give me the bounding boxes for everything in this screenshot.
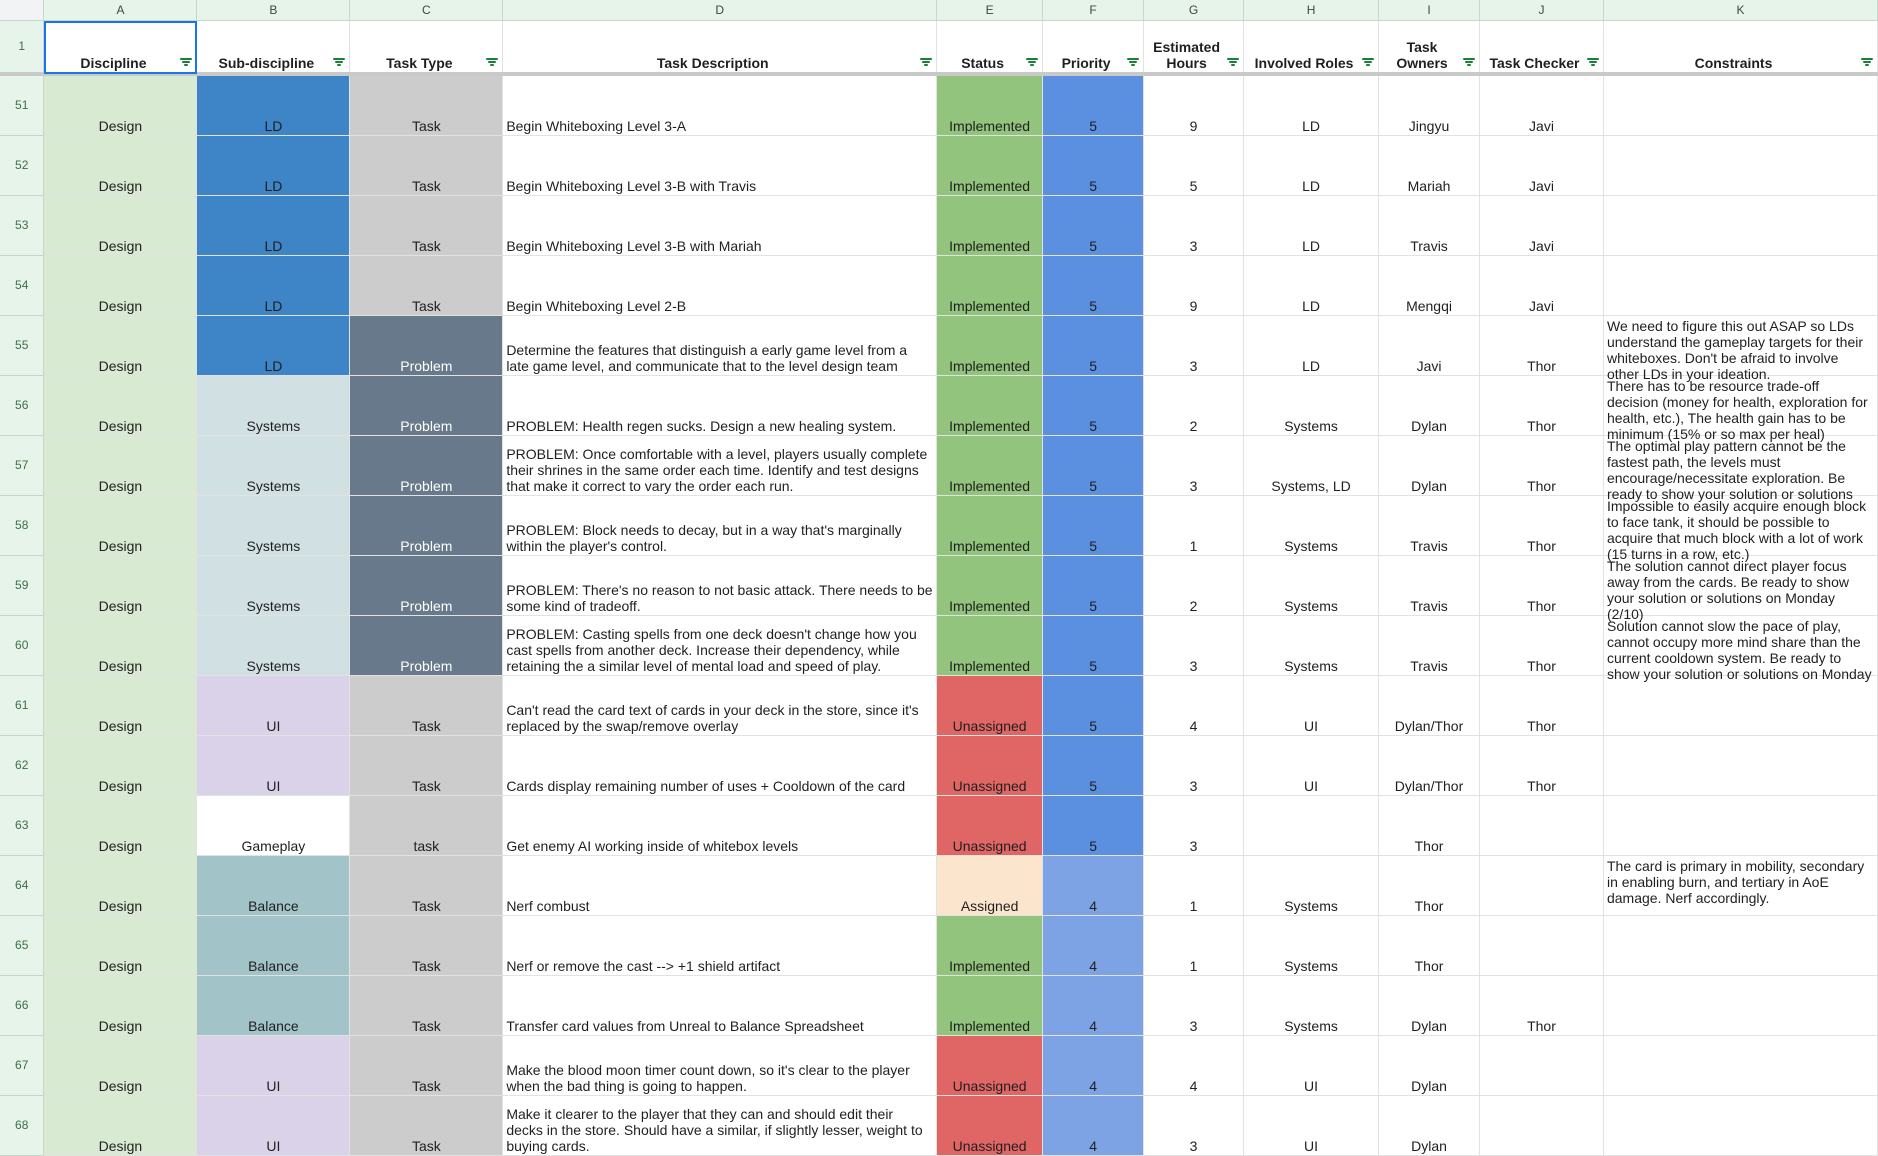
discipline-cell[interactable]: Design	[44, 1096, 197, 1156]
sub-discipline-cell[interactable]: UI	[197, 736, 350, 796]
priority-cell[interactable]: 4	[1043, 1096, 1144, 1156]
task-owners-cell[interactable]: Travis	[1379, 196, 1480, 256]
task-checker-cell[interactable]: Thor	[1480, 736, 1604, 796]
task-type-cell[interactable]: Task	[350, 1036, 503, 1096]
header-task-owners[interactable]	[1379, 21, 1480, 75]
constraints-text: Impossible to easily acquire enough block to face tank, it should be possible to acquire that much block with a lot of work (15 turns in a row, etc.)	[1606, 498, 1867, 562]
row-number[interactable]: 54	[0, 256, 44, 316]
table-row	[0, 676, 1878, 736]
estimated-hours-cell[interactable]: 1	[1144, 496, 1244, 556]
involved-roles-cell[interactable]: Systems, LD	[1244, 436, 1379, 496]
sub-discipline-cell[interactable]: Balance	[197, 976, 350, 1036]
sub-discipline-cell[interactable]: Balance	[197, 916, 350, 976]
header-task-type[interactable]	[350, 21, 503, 75]
estimated-hours-cell[interactable]: 4	[1144, 676, 1244, 736]
priority-cell[interactable]: 4	[1043, 916, 1144, 976]
task-owners-cell[interactable]: Dylan/Thor	[1379, 676, 1480, 736]
sub-discipline-cell[interactable]: Systems	[197, 436, 350, 496]
header-label: Task Checker	[1489, 55, 1580, 71]
row-number[interactable]: 56	[0, 376, 44, 436]
involved-roles-cell[interactable]: Systems	[1244, 496, 1379, 556]
row-number[interactable]: 51	[0, 74, 44, 136]
task-owners-cell[interactable]: Jingyu	[1379, 74, 1480, 136]
involved-roles-cell[interactable]: UI	[1244, 736, 1379, 796]
task-description-cell[interactable]: Nerf or remove the cast --> +1 shield artifact	[503, 916, 937, 976]
table-row	[0, 856, 1878, 916]
task-description-cell[interactable]: Get enemy AI working inside of whitebox levels	[503, 796, 937, 856]
row-number[interactable]: 62	[0, 736, 44, 796]
column-letter-k[interactable]: K	[1603, 0, 1877, 21]
estimated-hours-cell[interactable]: 3	[1144, 616, 1244, 676]
filter-icon[interactable]	[180, 58, 192, 66]
status-cell[interactable]: Implemented	[937, 376, 1043, 436]
constraints-cell[interactable]	[1603, 676, 1877, 736]
header-label: Constraints	[1694, 55, 1773, 71]
filter-icon[interactable]	[486, 58, 498, 66]
table-row	[0, 976, 1878, 1036]
header-label: Task Owners	[1396, 39, 1448, 71]
sub-discipline-cell[interactable]: Gameplay	[197, 796, 350, 856]
task-type-cell[interactable]: Task	[350, 856, 503, 916]
constraints-text: There has to be resource trade-off decision (money for health, exploration for health, etc.), The health gain has to be minimum (15% or so max per heal)	[1606, 378, 1868, 442]
discipline-cell[interactable]: Design	[44, 316, 197, 376]
task-owners-cell[interactable]: Dylan	[1379, 1036, 1480, 1096]
table-row	[0, 256, 1878, 316]
sub-discipline-cell[interactable]: LD	[197, 136, 350, 196]
sub-discipline-cell[interactable]: Balance	[197, 856, 350, 916]
estimated-hours-cell[interactable]: 1	[1144, 916, 1244, 976]
priority-cell[interactable]: 5	[1043, 736, 1144, 796]
estimated-hours-cell[interactable]: 4	[1144, 1036, 1244, 1096]
priority-cell[interactable]: 5	[1043, 616, 1144, 676]
task-description-cell[interactable]: PROBLEM: Health regen sucks. Design a new healing system.	[503, 376, 937, 436]
row-number[interactable]: 60	[0, 616, 44, 676]
header-label: Estimated Hours	[1153, 39, 1221, 71]
discipline-cell[interactable]: Design	[44, 856, 197, 916]
task-type-cell[interactable]: Problem	[350, 496, 503, 556]
priority-cell[interactable]: 4	[1043, 856, 1144, 916]
priority-cell[interactable]: 5	[1043, 136, 1144, 196]
involved-roles-cell[interactable]	[1244, 796, 1379, 856]
constraints-cell[interactable]	[1603, 436, 1877, 502]
discipline-cell[interactable]: Design	[44, 196, 197, 256]
priority-cell[interactable]: 5	[1043, 376, 1144, 436]
column-letter-e[interactable]: E	[937, 0, 1043, 21]
table-row	[0, 496, 1878, 556]
table-row	[0, 616, 1878, 676]
header-label: Involved Roles	[1254, 55, 1354, 71]
priority-cell[interactable]: 4	[1043, 976, 1144, 1036]
task-description-cell[interactable]: PROBLEM: Block needs to decay, but in a way that's marginally within the player's control.	[503, 496, 937, 556]
estimated-hours-cell[interactable]: 3	[1144, 736, 1244, 796]
task-type-cell[interactable]: Task	[350, 736, 503, 796]
table-row	[0, 916, 1878, 976]
involved-roles-cell[interactable]: Systems	[1244, 856, 1379, 916]
estimated-hours-cell[interactable]: 3	[1144, 796, 1244, 856]
sub-discipline-cell[interactable]: LD	[197, 74, 350, 136]
discipline-cell[interactable]: Design	[44, 74, 197, 136]
task-description-cell[interactable]: Can't read the card text of cards in your deck in the store, since it's replaced by the swap/remove overlay	[503, 676, 937, 736]
task-checker-cell[interactable]: Thor	[1480, 676, 1604, 736]
task-checker-cell[interactable]	[1480, 1096, 1604, 1156]
task-checker-cell[interactable]: Thor	[1480, 376, 1604, 436]
header-priority[interactable]	[1043, 21, 1144, 75]
task-checker-cell[interactable]	[1480, 916, 1604, 976]
column-letter-d[interactable]: D	[503, 0, 937, 21]
header-label: Discipline	[80, 55, 147, 71]
task-type-cell[interactable]: Task	[350, 916, 503, 976]
task-description-cell[interactable]: Determine the features that distinguish a early game level from a late game level, and communicate that to the level design team	[503, 316, 937, 376]
constraints-cell[interactable]	[1603, 74, 1877, 136]
header-discipline[interactable]	[44, 21, 197, 75]
column-letter-h[interactable]: H	[1244, 0, 1379, 21]
sub-discipline-cell[interactable]: UI	[197, 1036, 350, 1096]
involved-roles-cell[interactable]: UI	[1244, 676, 1379, 736]
table-row	[0, 736, 1878, 796]
status-cell[interactable]: Implemented	[937, 256, 1043, 316]
task-checker-cell[interactable]: Javi	[1480, 256, 1604, 316]
table-row	[0, 196, 1878, 256]
constraints-cell[interactable]	[1603, 496, 1877, 562]
task-owners-cell[interactable]: Dylan	[1379, 1096, 1480, 1156]
estimated-hours-cell[interactable]: 1	[1144, 856, 1244, 916]
involved-roles-cell[interactable]: Systems	[1244, 976, 1379, 1036]
sub-discipline-cell[interactable]: Systems	[197, 376, 350, 436]
priority-cell[interactable]: 5	[1043, 796, 1144, 856]
column-letter-g[interactable]: G	[1144, 0, 1244, 21]
involved-roles-cell[interactable]: LD	[1244, 196, 1379, 256]
task-owners-cell[interactable]: Travis	[1379, 496, 1480, 556]
row-number[interactable]: 65	[0, 916, 44, 976]
column-letter-j[interactable]: J	[1480, 0, 1604, 21]
status-cell[interactable]: Unassigned	[937, 736, 1043, 796]
task-description-cell[interactable]: Begin Whiteboxing Level 3-A	[503, 74, 937, 136]
header-constraints[interactable]	[1603, 21, 1877, 75]
task-type-cell[interactable]: Task	[350, 1096, 503, 1156]
filter-icon[interactable]	[333, 58, 345, 66]
column-letter-b[interactable]: B	[197, 0, 350, 21]
involved-roles-cell[interactable]: Systems	[1244, 616, 1379, 676]
select-all-corner[interactable]	[0, 0, 44, 21]
task-checker-cell[interactable]: Thor	[1480, 616, 1604, 676]
constraints-cell[interactable]	[1603, 256, 1877, 316]
status-cell[interactable]: Unassigned	[937, 1096, 1043, 1156]
row-number[interactable]: 63	[0, 796, 44, 856]
involved-roles-cell[interactable]: Systems	[1244, 556, 1379, 616]
row-number[interactable]: 55	[0, 316, 44, 376]
status-cell[interactable]: Unassigned	[937, 1036, 1043, 1096]
task-type-cell[interactable]: Task	[350, 256, 503, 316]
task-owners-cell[interactable]: Travis	[1379, 616, 1480, 676]
header-involved-roles[interactable]	[1244, 21, 1379, 75]
task-owners-cell[interactable]: Thor	[1379, 796, 1480, 856]
task-type-cell[interactable]: Problem	[350, 376, 503, 436]
header-task-description[interactable]	[503, 21, 937, 75]
estimated-hours-cell[interactable]: 2	[1144, 556, 1244, 616]
table-row	[0, 74, 1878, 136]
status-cell[interactable]: Implemented	[937, 496, 1043, 556]
table-row	[0, 376, 1878, 436]
discipline-cell[interactable]: Design	[44, 436, 197, 496]
filter-icon[interactable]	[1026, 58, 1038, 66]
row-number[interactable]: 53	[0, 196, 44, 256]
task-checker-cell[interactable]: Thor	[1480, 496, 1604, 556]
row-number[interactable]: 61	[0, 676, 44, 736]
task-type-cell[interactable]: Task	[350, 676, 503, 736]
involved-roles-cell[interactable]: LD	[1244, 316, 1379, 376]
discipline-cell[interactable]: Design	[44, 556, 197, 616]
estimated-hours-cell[interactable]: 3	[1144, 196, 1244, 256]
status-cell[interactable]: Implemented	[937, 436, 1043, 496]
involved-roles-cell[interactable]: LD	[1244, 74, 1379, 136]
priority-cell[interactable]: 5	[1043, 196, 1144, 256]
discipline-cell[interactable]: Design	[44, 376, 197, 436]
row-number[interactable]: 57	[0, 436, 44, 496]
task-description-cell[interactable]: PROBLEM: Casting spells from one deck doesn't change how you cast spells from another deck. Increase their dependency, while retaining the a similar level of mental load and speed of play.	[503, 616, 937, 676]
task-description-cell[interactable]: Cards display remaining number of uses + Cooldown of the card	[503, 736, 937, 796]
status-cell[interactable]: Implemented	[937, 74, 1043, 136]
estimated-hours-cell[interactable]: 9	[1144, 74, 1244, 136]
header-task-checker[interactable]	[1480, 21, 1604, 75]
table-row	[0, 1036, 1878, 1096]
involved-roles-cell[interactable]: LD	[1244, 256, 1379, 316]
constraints-cell[interactable]	[1603, 196, 1877, 256]
sub-discipline-cell[interactable]: LD	[197, 316, 350, 376]
header-label: Sub-discipline	[218, 55, 315, 71]
column-letter-a[interactable]: A	[44, 0, 197, 21]
task-owners-cell[interactable]: Thor	[1379, 856, 1480, 916]
task-checker-cell[interactable]: Thor	[1480, 436, 1604, 496]
task-owners-cell[interactable]: Thor	[1379, 916, 1480, 976]
estimated-hours-cell[interactable]: 3	[1144, 1096, 1244, 1156]
task-type-cell[interactable]: Problem	[350, 316, 503, 376]
filter-icon[interactable]	[920, 58, 932, 66]
constraints-cell[interactable]	[1603, 856, 1877, 916]
estimated-hours-cell[interactable]: 2	[1144, 376, 1244, 436]
estimated-hours-cell[interactable]: 5	[1144, 136, 1244, 196]
discipline-cell[interactable]: Design	[44, 136, 197, 196]
task-owners-cell[interactable]: Travis	[1379, 556, 1480, 616]
table-row	[0, 436, 1878, 496]
task-owners-cell[interactable]: Mariah	[1379, 136, 1480, 196]
filter-icon[interactable]	[1861, 58, 1873, 66]
row-number[interactable]: 67	[0, 1036, 44, 1096]
priority-cell[interactable]: 5	[1043, 74, 1144, 136]
table-row	[0, 1096, 1878, 1156]
table-row	[0, 316, 1878, 376]
estimated-hours-cell[interactable]: 3	[1144, 976, 1244, 1036]
discipline-cell[interactable]: Design	[44, 796, 197, 856]
filter-icon[interactable]	[1587, 58, 1599, 66]
task-description-cell[interactable]: Begin Whiteboxing Level 3-B with Travis	[503, 136, 937, 196]
row-number[interactable]: 58	[0, 496, 44, 556]
task-checker-cell[interactable]: Thor	[1480, 316, 1604, 376]
constraints-text: The card is primary in mobility, secondary in enabling burn, and tertiary in AoE damage. Nerf accordingly.	[1606, 858, 1865, 906]
column-header-row	[0, 0, 1878, 21]
task-owners-cell[interactable]: Dylan/Thor	[1379, 736, 1480, 796]
task-type-cell[interactable]: task	[350, 796, 503, 856]
sub-discipline-cell[interactable]: UI	[197, 1096, 350, 1156]
discipline-cell[interactable]: Design	[44, 976, 197, 1036]
task-checker-cell[interactable]: Javi	[1480, 136, 1604, 196]
header-sub-discipline[interactable]	[197, 21, 350, 75]
task-checker-cell[interactable]: Thor	[1480, 976, 1604, 1036]
task-owners-cell[interactable]: Mengqi	[1379, 256, 1480, 316]
task-type-cell[interactable]: Problem	[350, 436, 503, 496]
discipline-cell[interactable]: Design	[44, 916, 197, 976]
task-owners-cell[interactable]: Dylan	[1379, 976, 1480, 1036]
task-checker-cell[interactable]	[1480, 856, 1604, 916]
task-description-cell[interactable]: Make it clearer to the player that they can and should edit their decks in the store. Should have a similar, if slightly lesser, weight to buying cards.	[503, 1096, 937, 1156]
sub-discipline-cell[interactable]: LD	[197, 196, 350, 256]
filter-icon[interactable]	[1227, 58, 1239, 66]
task-checker-cell[interactable]: Javi	[1480, 196, 1604, 256]
header-label: Status	[961, 55, 1005, 71]
header-label: Task Type	[386, 55, 453, 71]
involved-roles-cell[interactable]: UI	[1244, 1036, 1379, 1096]
row-number[interactable]: 1	[0, 21, 44, 75]
table-row	[0, 556, 1878, 616]
header-estimated-hours[interactable]	[1144, 21, 1244, 75]
status-cell[interactable]: Implemented	[937, 976, 1043, 1036]
filter-icon[interactable]	[1463, 58, 1475, 66]
constraints-text: Solution cannot slow the pace of play, cannot occupy more mind share than the current cooldown system. Be ready to show your solution or solutions on Monday	[1606, 618, 1872, 682]
constraints-cell[interactable]	[1603, 916, 1877, 976]
header-row	[0, 21, 1878, 75]
status-cell[interactable]: Unassigned	[937, 676, 1043, 736]
constraints-cell[interactable]	[1603, 796, 1877, 856]
constraints-cell[interactable]	[1603, 976, 1877, 1036]
status-cell[interactable]: Implemented	[937, 136, 1043, 196]
task-owners-cell[interactable]: Dylan	[1379, 376, 1480, 436]
task-description-cell[interactable]: Begin Whiteboxing Level 3-B with Mariah	[503, 196, 937, 256]
involved-roles-cell[interactable]: Systems	[1244, 916, 1379, 976]
header-label: Priority	[1061, 55, 1111, 71]
task-description-cell[interactable]: Nerf combust	[503, 856, 937, 916]
task-description-cell[interactable]: PROBLEM: Once comfortable with a level, players usually complete their shrines in the same order each time. Identify and test designs that make it correct to vary the order each run.	[503, 436, 937, 496]
discipline-cell[interactable]: Design	[44, 736, 197, 796]
sub-discipline-cell[interactable]: LD	[197, 256, 350, 316]
status-cell[interactable]: Implemented	[937, 916, 1043, 976]
constraints-text: The solution cannot direct player focus away from the cards. Be ready to show your solution or solutions on Monday (2/10)	[1606, 558, 1849, 622]
task-checker-cell[interactable]: Javi	[1480, 74, 1604, 136]
task-type-cell[interactable]: Task	[350, 196, 503, 256]
task-description-cell[interactable]: PROBLEM: There's no reason to not basic attack. There needs to be some kind of tradeoff.	[503, 556, 937, 616]
constraints-cell[interactable]	[1603, 376, 1877, 442]
task-type-cell[interactable]: Task	[350, 74, 503, 136]
involved-roles-cell[interactable]: UI	[1244, 1096, 1379, 1156]
row-number[interactable]: 52	[0, 136, 44, 196]
estimated-hours-cell[interactable]: 9	[1144, 256, 1244, 316]
table-row	[0, 136, 1878, 196]
column-letter-f[interactable]: F	[1043, 0, 1144, 21]
discipline-cell[interactable]: Design	[44, 616, 197, 676]
constraints-cell[interactable]	[1603, 1096, 1877, 1156]
priority-cell[interactable]: 5	[1043, 256, 1144, 316]
filter-icon[interactable]	[1362, 58, 1374, 66]
task-description-cell[interactable]: Transfer card values from Unreal to Balance Spreadsheet	[503, 976, 937, 1036]
header-label: Task Description	[656, 55, 769, 71]
constraints-cell[interactable]	[1603, 316, 1877, 382]
header-status[interactable]	[937, 21, 1043, 75]
row-number[interactable]: 66	[0, 976, 44, 1036]
task-description-cell[interactable]: Begin Whiteboxing Level 2-B	[503, 256, 937, 316]
involved-roles-cell[interactable]: LD	[1244, 136, 1379, 196]
constraints-cell[interactable]	[1603, 616, 1877, 682]
estimated-hours-cell[interactable]: 3	[1144, 316, 1244, 376]
row-number[interactable]: 59	[0, 556, 44, 616]
constraints-cell[interactable]	[1603, 1036, 1877, 1096]
sub-discipline-cell[interactable]: Systems	[197, 616, 350, 676]
sub-discipline-cell[interactable]: Systems	[197, 496, 350, 556]
task-type-cell[interactable]: Task	[350, 976, 503, 1036]
table-row	[0, 796, 1878, 856]
filter-icon[interactable]	[1127, 58, 1139, 66]
task-checker-cell[interactable]	[1480, 1036, 1604, 1096]
constraints-text: We need to figure this out ASAP so LDs understand the gameplay targets for their whiteboxes. Don't be afraid to involve other LDs in your ideation.	[1606, 318, 1864, 382]
constraints-text: The optimal play pattern cannot be the fastest path, the levels must encourage/necessitate exploration. Be ready to show your solution or solutions	[1606, 438, 1853, 502]
sub-discipline-cell[interactable]: UI	[197, 676, 350, 736]
status-cell[interactable]: Assigned	[937, 856, 1043, 916]
status-cell[interactable]: Implemented	[937, 316, 1043, 376]
priority-cell[interactable]: 4	[1043, 1036, 1144, 1096]
status-cell[interactable]: Implemented	[937, 196, 1043, 256]
priority-cell[interactable]: 5	[1043, 556, 1144, 616]
column-letter-c[interactable]: C	[350, 0, 503, 21]
task-type-cell[interactable]: Problem	[350, 556, 503, 616]
task-owners-cell[interactable]: Dylan	[1379, 436, 1480, 496]
priority-cell[interactable]: 5	[1043, 676, 1144, 736]
row-number[interactable]: 64	[0, 856, 44, 916]
discipline-cell[interactable]: Design	[44, 1036, 197, 1096]
estimated-hours-cell[interactable]: 3	[1144, 436, 1244, 496]
task-type-cell[interactable]: Problem	[350, 616, 503, 676]
status-cell[interactable]: Implemented	[937, 616, 1043, 676]
task-checker-cell[interactable]: Thor	[1480, 556, 1604, 616]
column-letter-i[interactable]: I	[1379, 0, 1480, 21]
discipline-cell[interactable]: Design	[44, 676, 197, 736]
priority-cell[interactable]: 5	[1043, 436, 1144, 496]
discipline-cell[interactable]: Design	[44, 496, 197, 556]
status-cell[interactable]: Unassigned	[937, 796, 1043, 856]
sub-discipline-cell[interactable]: Systems	[197, 556, 350, 616]
constraints-cell[interactable]	[1603, 556, 1877, 622]
constraints-cell[interactable]	[1603, 736, 1877, 796]
task-checker-cell[interactable]	[1480, 796, 1604, 856]
task-description-cell[interactable]: Make the blood moon timer count down, so it's clear to the player when the bad thing is going to happen.	[503, 1036, 937, 1096]
status-cell[interactable]: Implemented	[937, 556, 1043, 616]
priority-cell[interactable]: 5	[1043, 496, 1144, 556]
task-owners-cell[interactable]: Javi	[1379, 316, 1480, 376]
row-number[interactable]: 68	[0, 1096, 44, 1156]
discipline-cell[interactable]: Design	[44, 256, 197, 316]
priority-cell[interactable]: 5	[1043, 316, 1144, 376]
task-type-cell[interactable]: Task	[350, 136, 503, 196]
involved-roles-cell[interactable]: Systems	[1244, 376, 1379, 436]
constraints-cell[interactable]	[1603, 136, 1877, 196]
